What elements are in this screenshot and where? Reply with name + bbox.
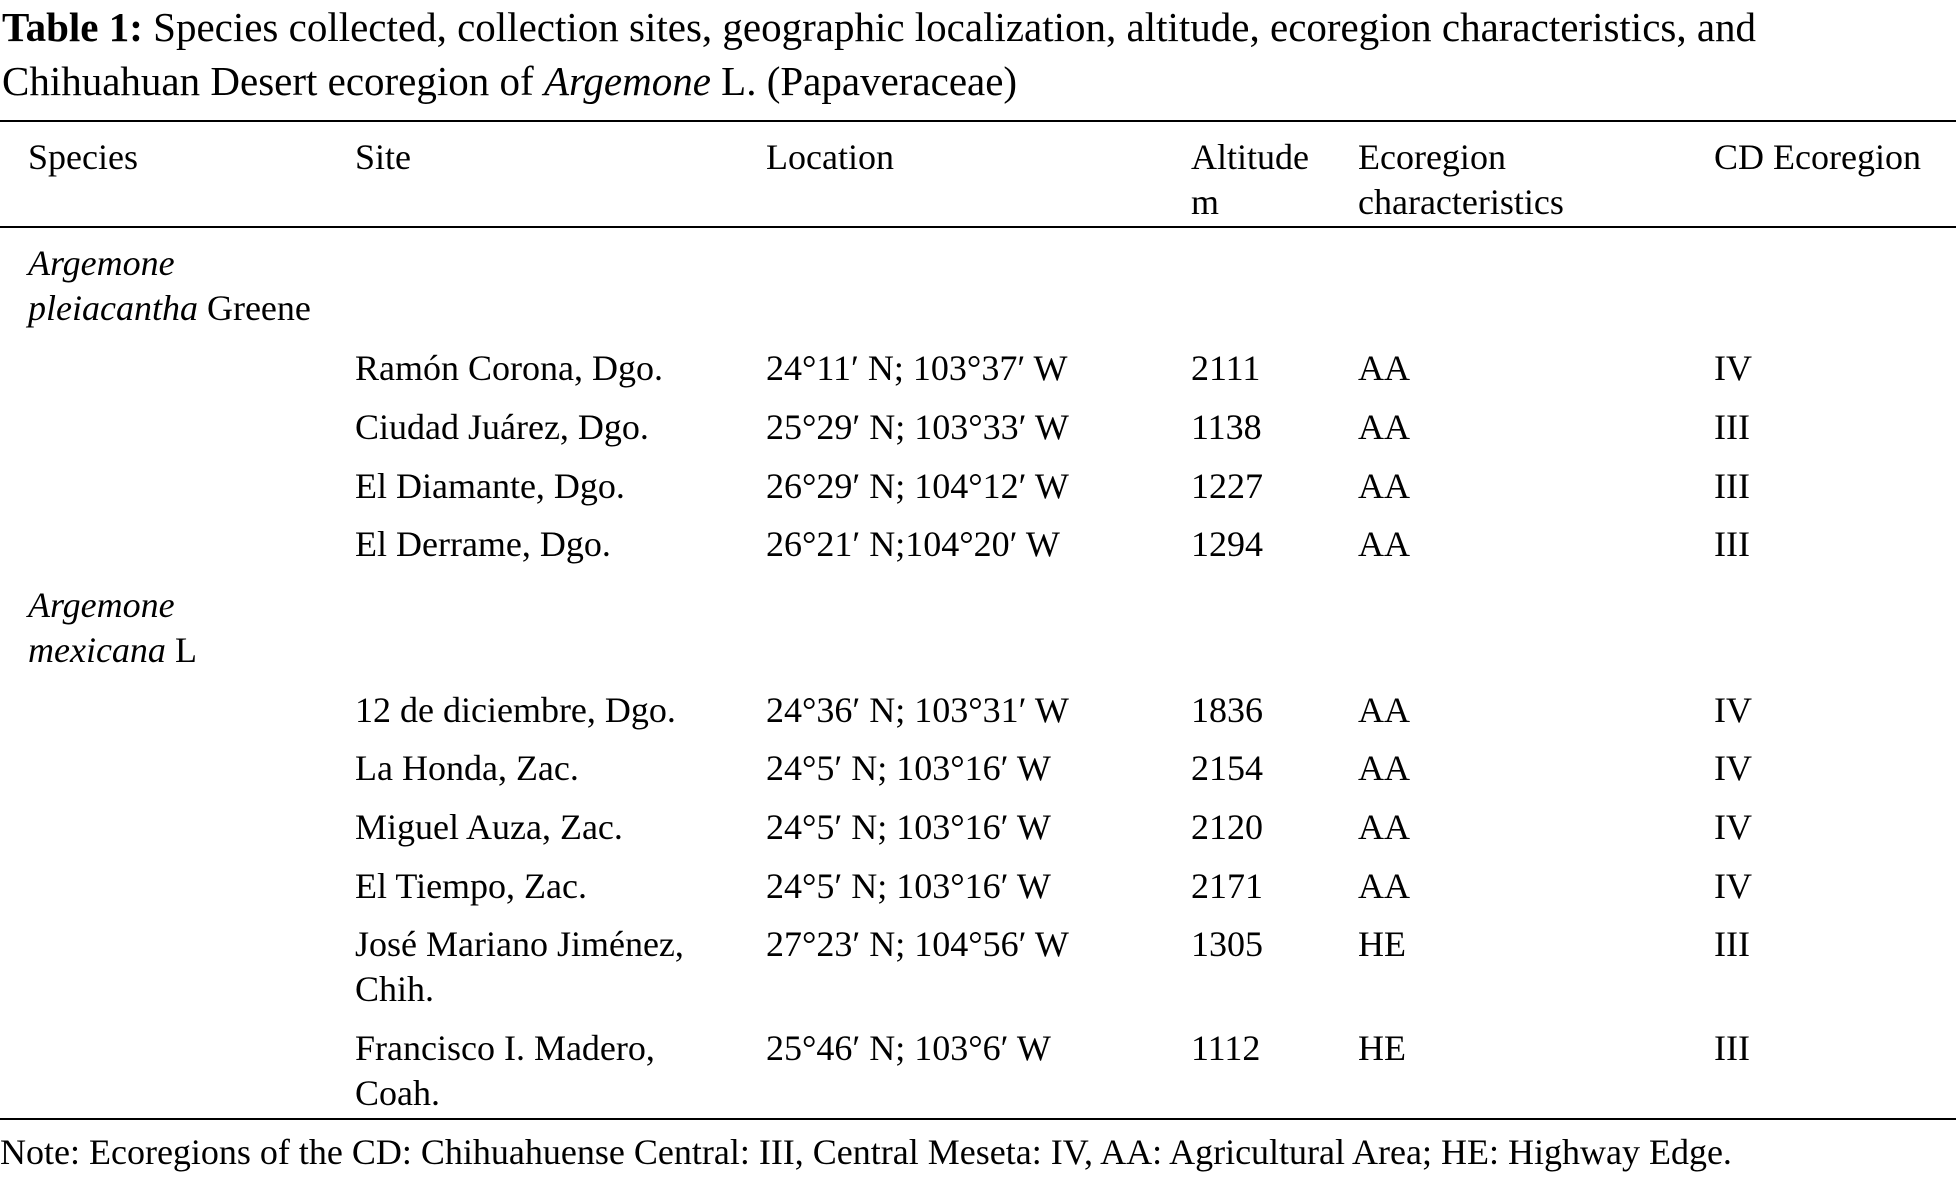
site-cell: Miguel Auza, Zac. [355,807,623,847]
caption-genus: Argemone [543,58,711,104]
top-rule [0,120,1956,122]
site-cell [355,1026,655,1116]
cd-ecoregion-cell: IV [1714,348,1752,388]
site-line-2: Chih. [355,969,435,1009]
cd-ecoregion-cell: III [1714,466,1750,506]
cd-ecoregion-cell: IV [1714,807,1752,847]
site-cell: El Derrame, Dgo. [355,524,611,564]
species-author: Greene [197,288,311,328]
species-group-2 [28,583,197,673]
header-species: Species [28,137,138,177]
ecoregion-cell: HE [1358,924,1406,964]
location-cell: 24°5′ N; 103°16′ W [766,748,1051,788]
altitude-cell: 1294 [1191,524,1263,564]
ecoregion-cell: AA [1358,866,1410,906]
location-cell: 25°46′ N; 103°6′ W [766,1028,1051,1068]
species-genus: Argemone [28,243,175,283]
cd-ecoregion-cell: IV [1714,748,1752,788]
site-cell [355,922,684,1012]
species-author: L [165,630,197,670]
ecoregion-cell: AA [1358,807,1410,847]
site-cell: La Honda, Zac. [355,748,579,788]
species-group-1 [28,241,311,331]
site-cell: 12 de diciembre, Dgo. [355,690,676,730]
cd-ecoregion-cell: III [1714,524,1750,564]
site-cell: El Diamante, Dgo. [355,466,625,506]
header-altitude-line1: Altitude [1191,137,1309,177]
altitude-cell: 2154 [1191,748,1263,788]
cd-ecoregion-cell: III [1714,1028,1750,1068]
altitude-cell: 1836 [1191,690,1263,730]
cd-ecoregion-cell: III [1714,407,1750,447]
bottom-rule [0,1118,1956,1120]
ecoregion-cell: AA [1358,748,1410,788]
location-cell: 25°29′ N; 103°33′ W [766,407,1069,447]
ecoregion-cell: AA [1358,407,1410,447]
site-cell: Ciudad Juárez, Dgo. [355,407,649,447]
table-note: Note: Ecoregions of the CD: Chihuahuense Central: III, Central Meseta: IV, AA: Agricultural Area; HE: Highway Edge. [0,1132,1732,1172]
species-epithet: pleiacantha [28,288,198,328]
location-cell: 24°36′ N; 103°31′ W [766,690,1069,730]
cd-ecoregion-cell: IV [1714,690,1752,730]
table-caption [2,0,1952,108]
header-cd-ecoregion: CD Ecoregion [1714,137,1921,177]
location-cell: 24°11′ N; 103°37′ W [766,348,1068,388]
site-cell: El Tiempo, Zac. [355,866,587,906]
site-cell: Ramón Corona, Dgo. [355,348,663,388]
header-ecoregion-line2: characteristics [1358,182,1564,222]
species-epithet: mexicana [28,630,166,670]
site-line-1: Francisco I. Madero, [355,1028,655,1068]
location-cell: 26°29′ N; 104°12′ W [766,466,1069,506]
altitude-cell: 1138 [1191,407,1262,447]
caption-label: Table 1: [2,4,143,50]
species-genus: Argemone [28,585,175,625]
cd-ecoregion-cell: III [1714,924,1750,964]
cd-ecoregion-cell: IV [1714,866,1752,906]
header-rule [0,226,1956,228]
ecoregion-cell: HE [1358,1028,1406,1068]
altitude-cell: 2120 [1191,807,1263,847]
site-line-1: José Mariano Jiménez, [355,924,684,964]
caption-line-2 [2,54,1952,108]
header-site: Site [355,137,412,177]
altitude-cell: 1227 [1191,466,1263,506]
altitude-cell: 2171 [1191,866,1263,906]
ecoregion-cell: AA [1358,348,1410,388]
header-location: Location [766,137,894,177]
ecoregion-cell: AA [1358,466,1410,506]
altitude-cell: 1112 [1191,1028,1261,1068]
site-line-2: Coah. [355,1073,440,1113]
location-cell: 26°21′ N;104°20′ W [766,524,1060,564]
altitude-cell: 2111 [1191,348,1261,388]
header-altitude [1191,135,1309,225]
ecoregion-cell: AA [1358,690,1410,730]
caption-line-1 [2,0,1952,54]
location-cell: 24°5′ N; 103°16′ W [766,866,1051,906]
location-cell: 27°23′ N; 104°56′ W [766,924,1069,964]
altitude-cell: 1305 [1191,924,1263,964]
caption-text-1: Species collected, collection sites, geographic localization, altitude, ecoregion characteristics, and [153,4,1757,50]
ecoregion-cell: AA [1358,524,1410,564]
header-altitude-line2: m [1191,182,1220,222]
header-ecoregion [1358,135,1564,225]
caption-text-2-pre: Chihuahuan Desert ecoregion of [2,58,544,104]
location-cell: 24°5′ N; 103°16′ W [766,807,1051,847]
header-ecoregion-line1: Ecoregion [1358,137,1506,177]
caption-text-2-post: L. (Papaveraceae) [710,58,1018,104]
